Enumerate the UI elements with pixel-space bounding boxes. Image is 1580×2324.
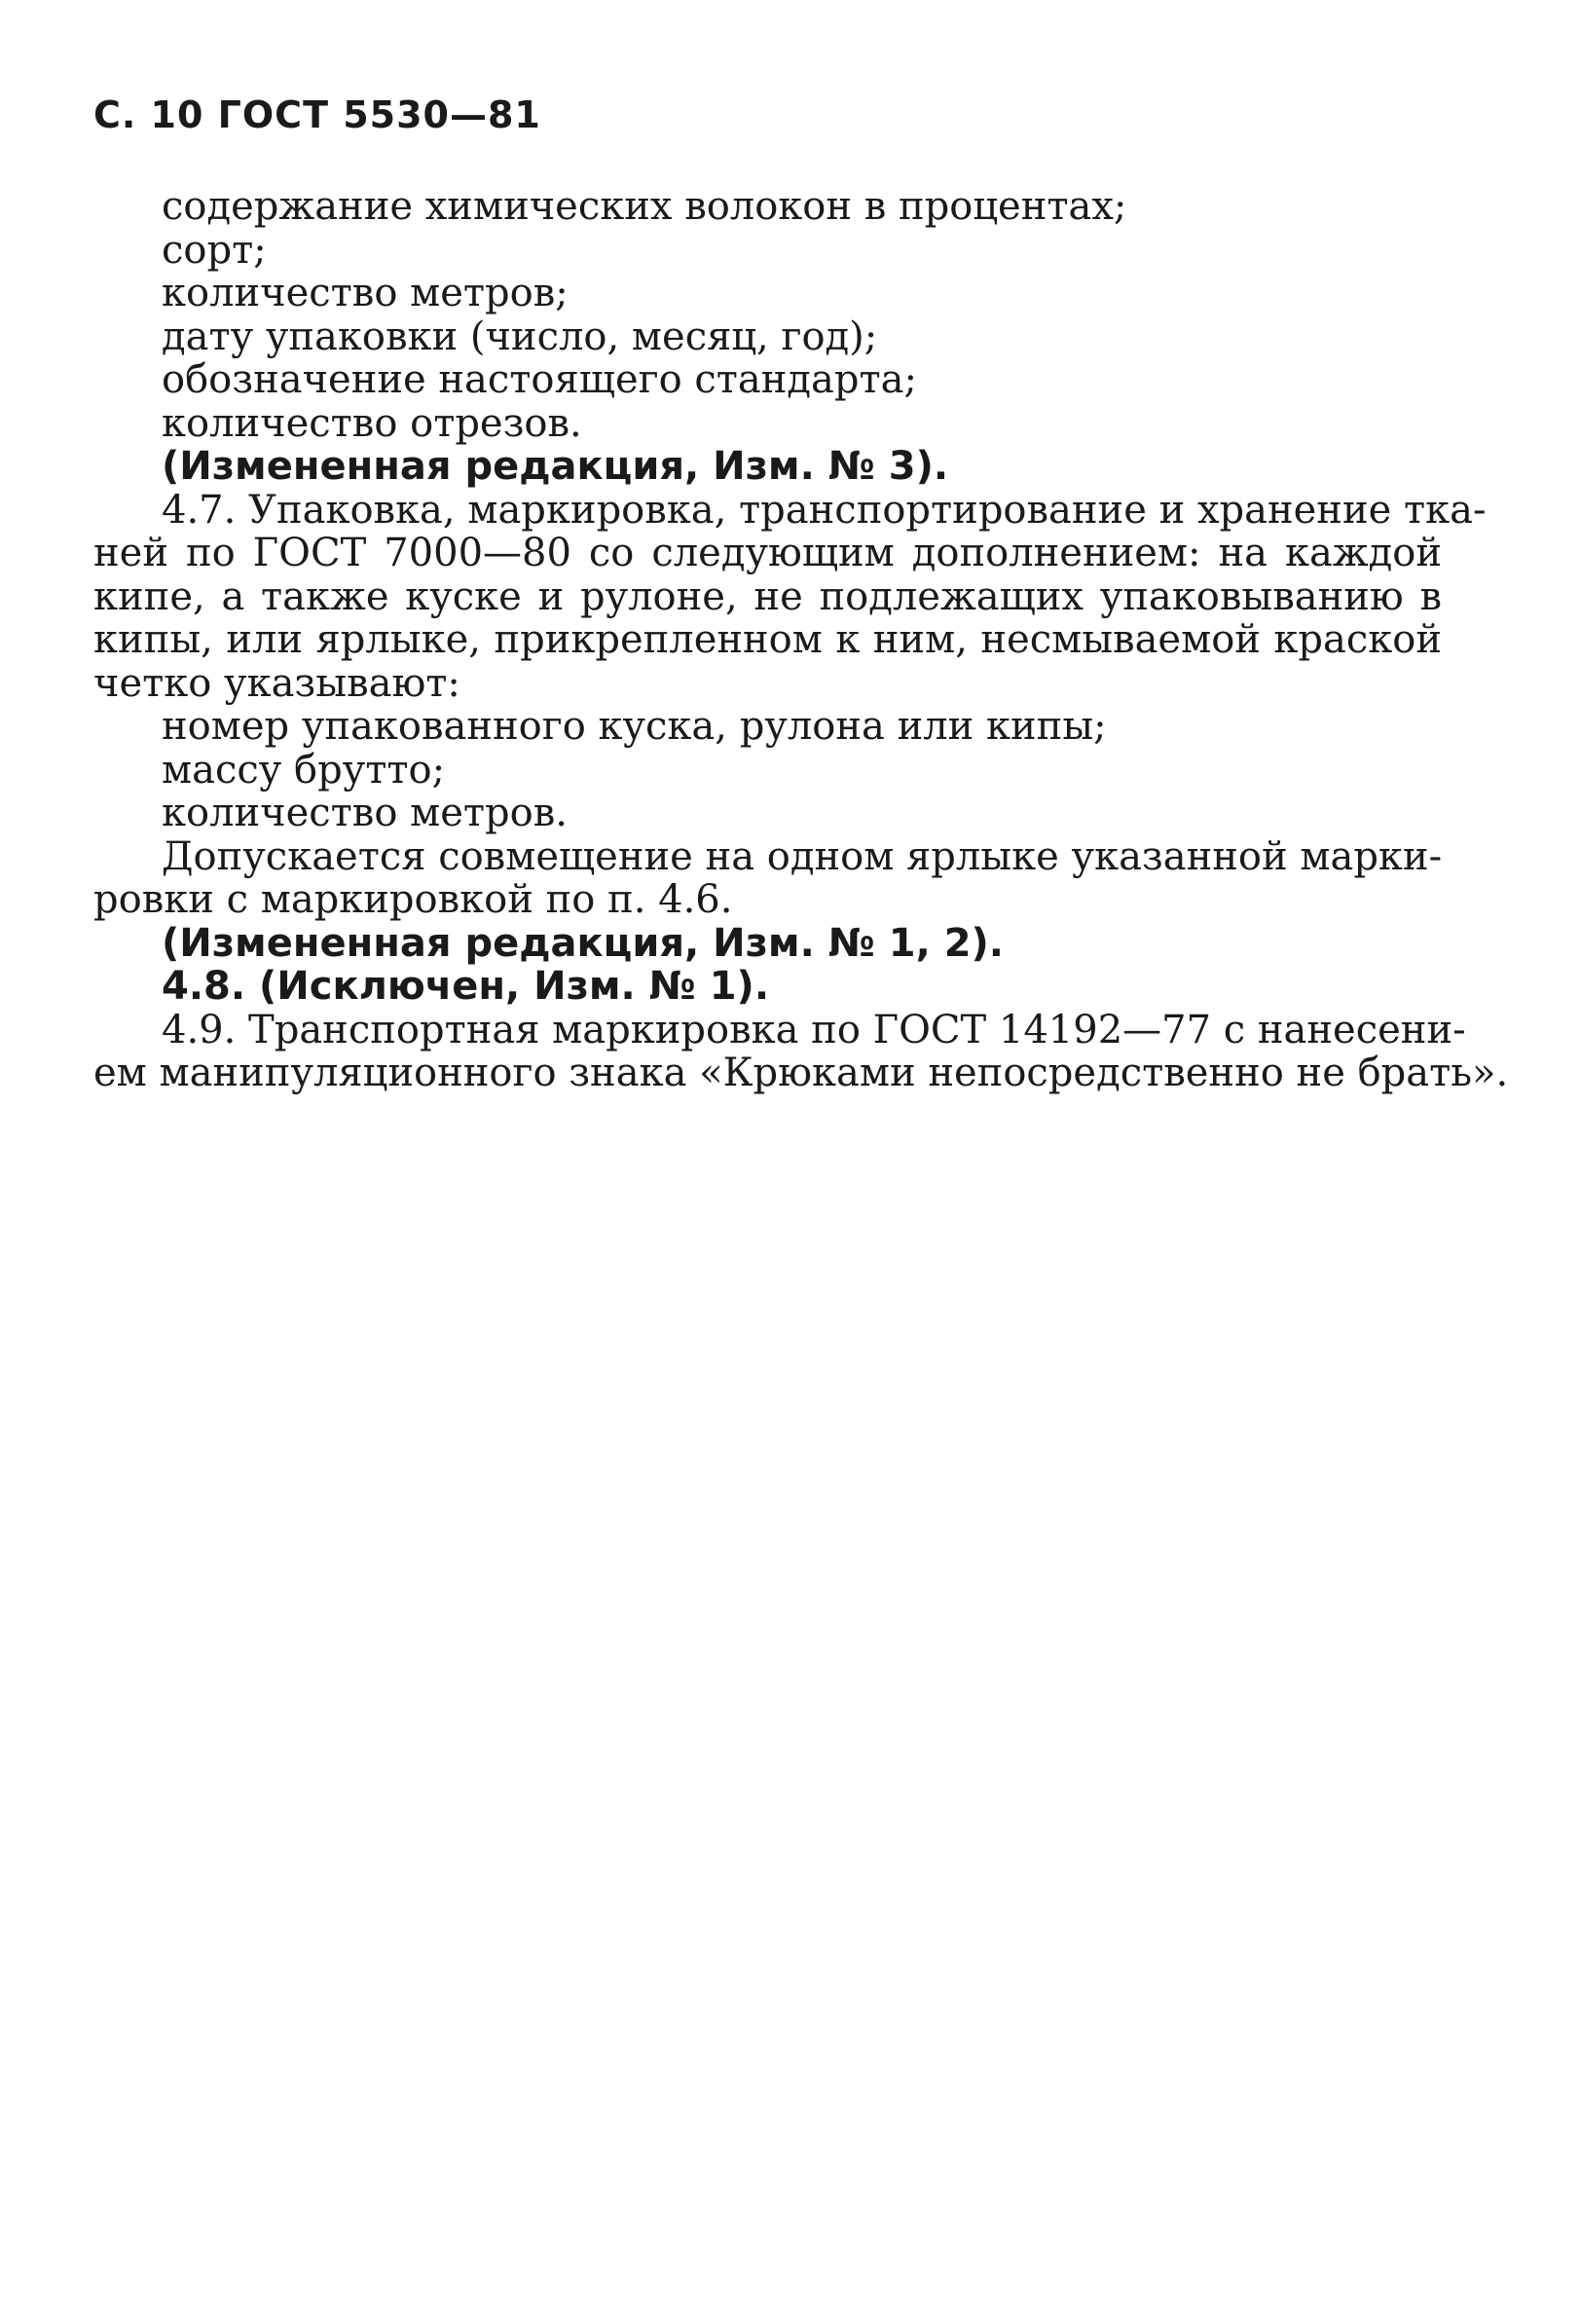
list-item: количество метров; — [162, 271, 569, 315]
running-head: С. 10 ГОСТ 5530—81 — [93, 93, 541, 136]
paragraph-line: 4.7. Упаковка, маркировка, транспортирование и хранение тка- — [162, 487, 1487, 533]
amendment-note: (Измененная редакция, Изм. № 1, 2). — [162, 920, 1004, 966]
paragraph-line: Допускается совмещение на одном ярлыке указанной марки- — [162, 833, 1443, 879]
paragraph-line: 4.9. Транспортная маркировка по ГОСТ 14192—77 с нанесени- — [162, 1007, 1466, 1052]
list-item: обозначение настоящего стандарта; — [162, 357, 917, 402]
paragraph-line: кипы, или ярлыке, прикрепленном к ним, несмываемой краской — [93, 617, 1442, 662]
paragraph-line: ем манипуляционного знака «Крюками непосредственно не брать». — [93, 1051, 1509, 1095]
list-item: содержание химических волокон в процентах; — [162, 184, 1127, 229]
list-item: сорт; — [162, 227, 267, 273]
list-item: номер упакованного куска, рулона или кипы; — [162, 704, 1107, 749]
paragraph-line: ней по ГОСТ 7000—80 со следующим дополнением: на каждой — [93, 531, 1442, 575]
document-body — [93, 184, 1509, 1095]
paragraph-line: кипе, а также куске и рулоне, не подлежащих упаковыванию в — [93, 573, 1442, 619]
list-item: массу брутто; — [162, 747, 446, 793]
paragraph-line: ровки с маркировкой по п. 4.6. — [93, 877, 733, 922]
list-item: количество метров. — [162, 791, 568, 835]
list-item: количество отрезов. — [162, 400, 582, 446]
paragraph-line: четко указывают: — [93, 660, 460, 706]
list-item: дату упаковки (число, месяц, год); — [162, 314, 878, 359]
excluded-clause: 4.8. (Исключен, Изм. № 1). — [162, 964, 770, 1009]
amendment-note: (Измененная редакция, Изм. № 3). — [162, 444, 949, 489]
